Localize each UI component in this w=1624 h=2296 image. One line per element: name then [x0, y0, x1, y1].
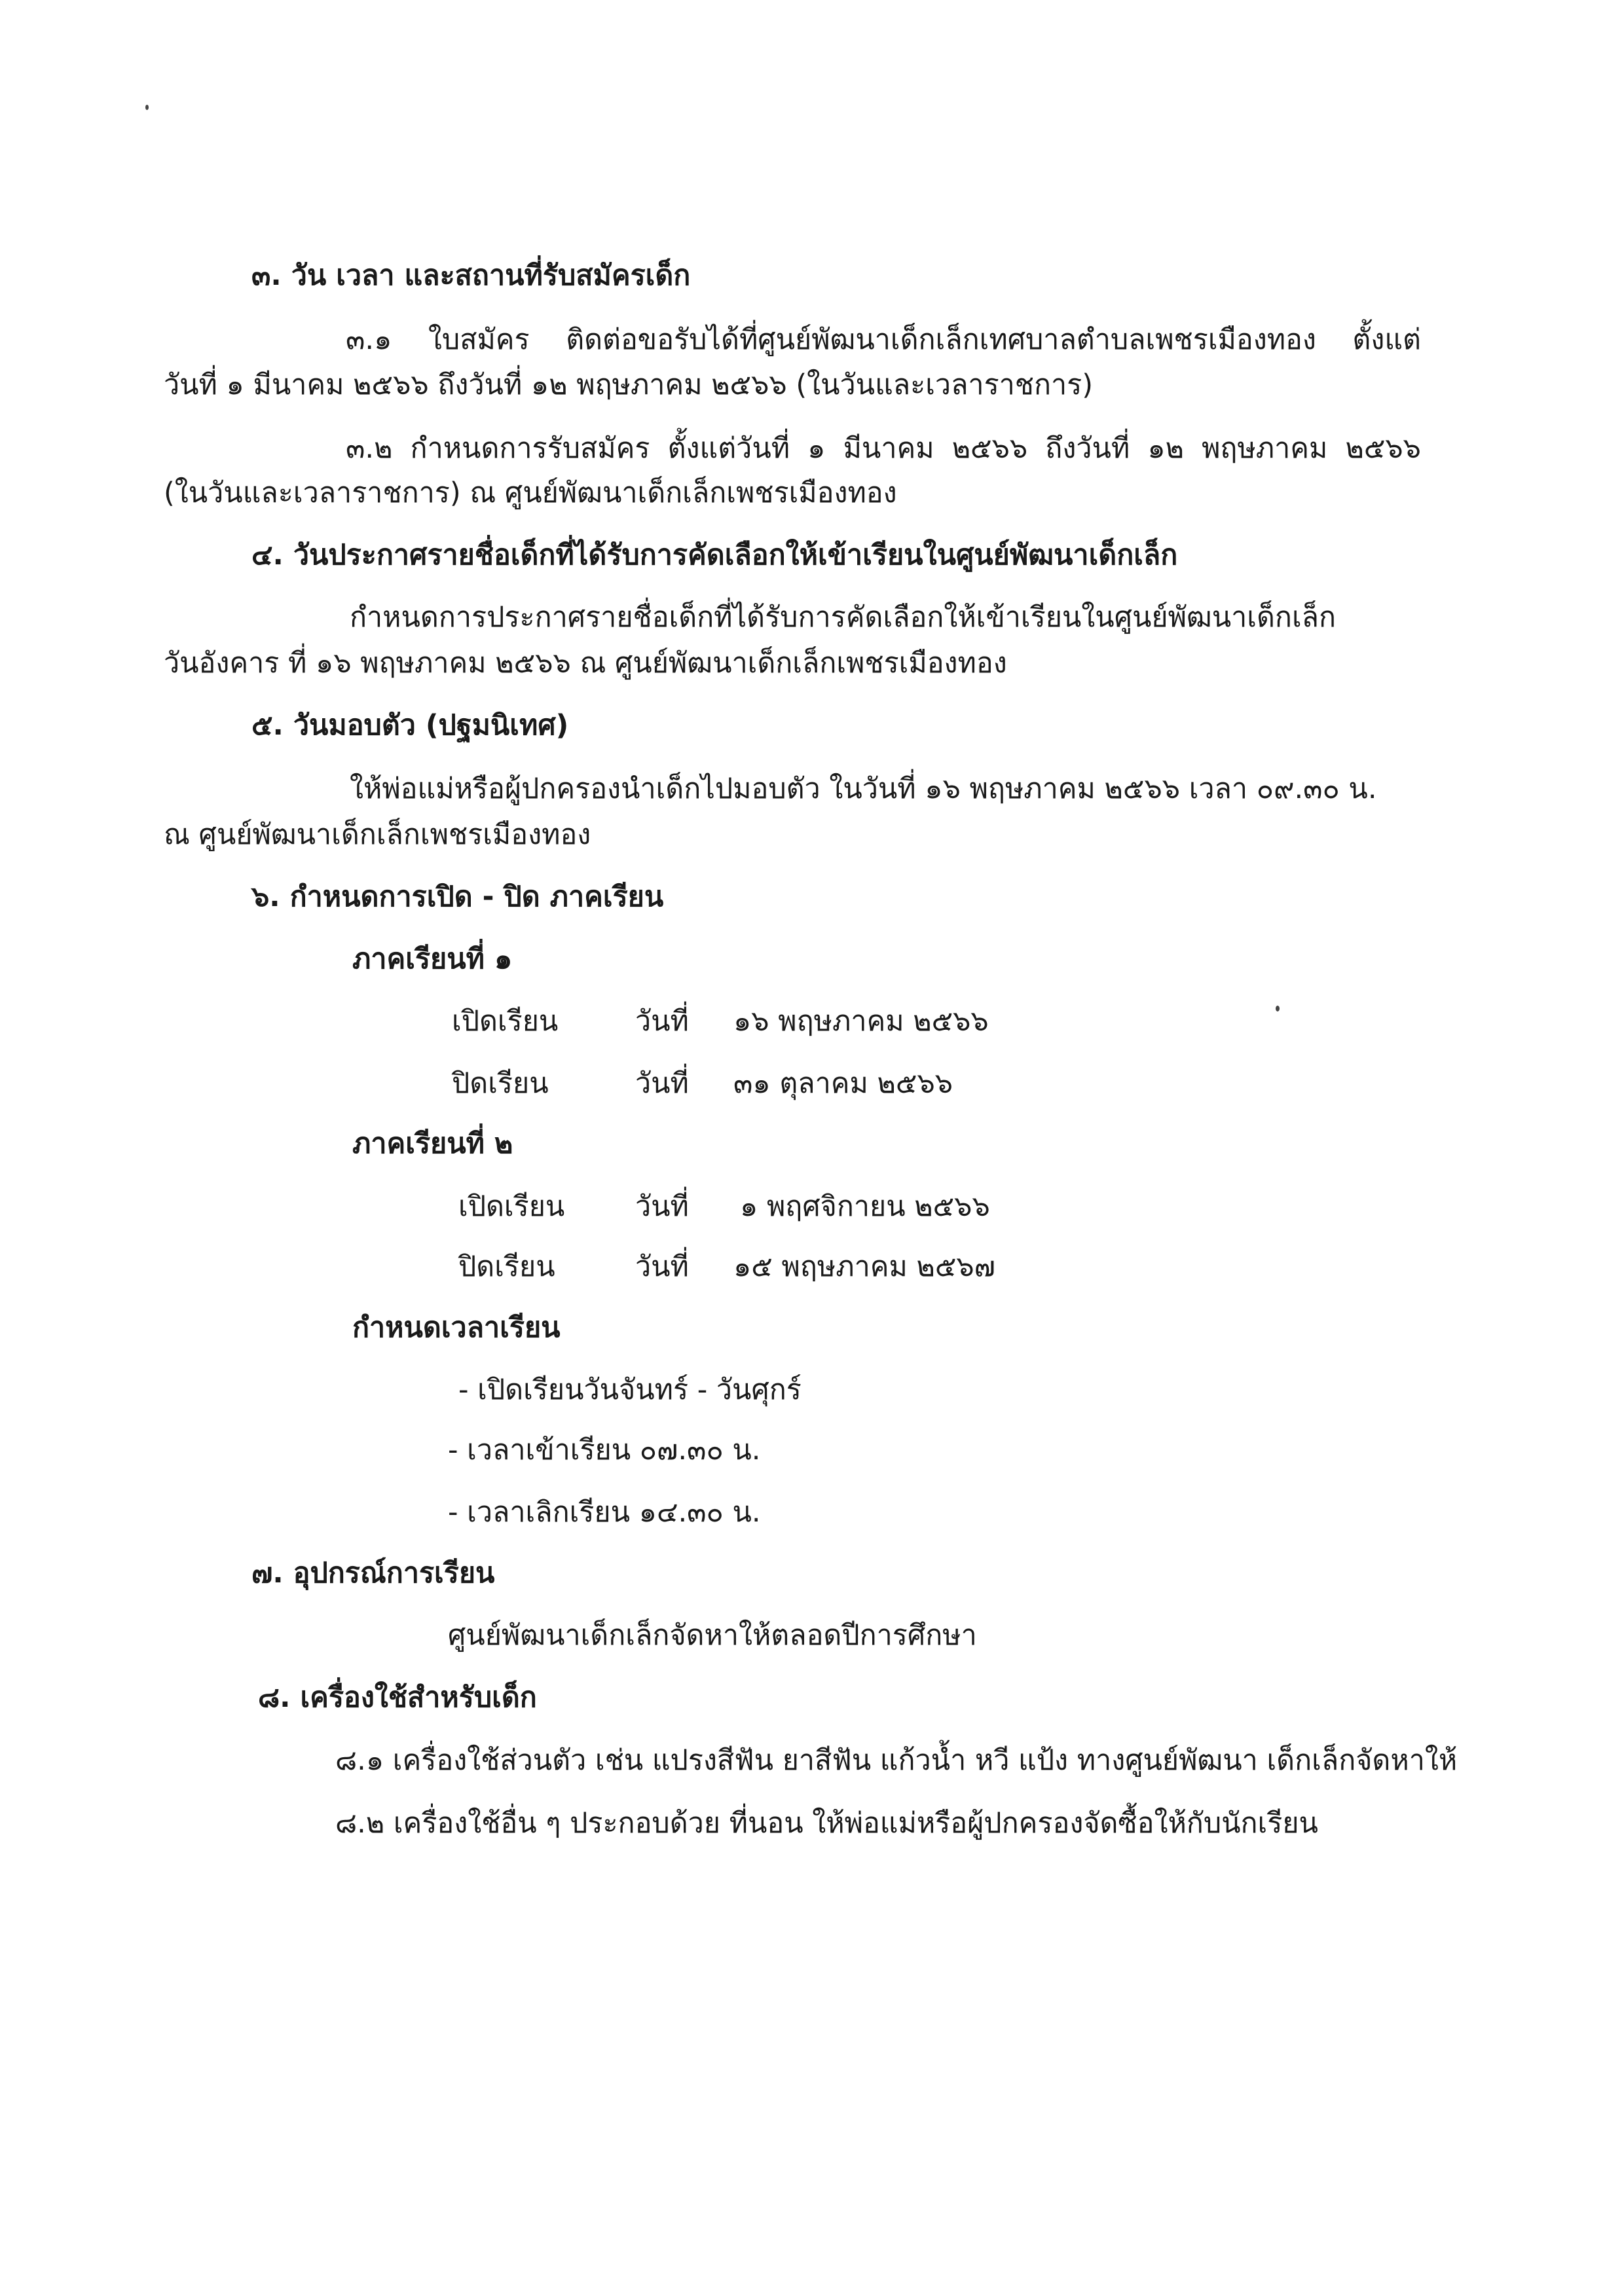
section-7-heading: ๗. อุปกรณ์การเรียน — [251, 1557, 495, 1590]
term-1-title: ภาคเรียนที่ ๑ — [352, 943, 513, 975]
scan-speck — [145, 105, 149, 110]
term-2-close-label: ปิดเรียน — [458, 1250, 555, 1283]
section-4-line-2: วันอังคาร ที่ ๑๖ พฤษภาคม ๒๕๖๖ ณ ศูนย์พัฒนาเด็กเล็กเพชรเมืองทอง — [164, 647, 1007, 680]
word: ใบสมัคร — [428, 323, 530, 356]
term-1-close-day: วันที่ — [635, 1067, 689, 1100]
section-5-line-2: ณ ศูนย์พัฒนาเด็กเล็กเพชรเมืองทอง — [164, 818, 591, 851]
section-4-heading: ๔. วันประกาศรายชื่อเด็กที่ได้รับการคัดเลือกให้เข้าเรียนในศูนย์พัฒนาเด็กเล็ก — [251, 539, 1178, 572]
term-2-title: ภาคเรียนที่ ๒ — [352, 1127, 513, 1160]
schedule-item: - เวลาเข้าเรียน ๐๗.๓๐ น. — [448, 1434, 761, 1467]
word: ตั้งแต่วันที่ — [667, 432, 790, 465]
word: ๒๕๖๖ — [1345, 432, 1421, 465]
term-2-open-date: ๑ พฤศจิกายน ๒๕๖๖ — [740, 1190, 990, 1223]
term-1-close-date: ๓๑ ตุลาคม ๒๕๖๖ — [733, 1067, 953, 1100]
schedule-item: - เวลาเลิกเรียน ๑๔.๓๐ น. — [448, 1496, 761, 1529]
section-7-line: ศูนย์พัฒนาเด็กเล็กจัดหาให้ตลอดปีการศึกษา — [448, 1619, 977, 1652]
word: ๓.๑ — [346, 323, 392, 356]
term-1-close-label: ปิดเรียน — [452, 1067, 549, 1100]
term-2-open-day: วันที่ — [635, 1190, 689, 1223]
word: ติดต่อขอรับได้ที่ศูนย์พัฒนาเด็กเล็กเทศบาลตำบลเพชรเมืองทอง — [566, 323, 1316, 356]
section-3-heading: ๓. วัน เวลา และสถานที่รับสมัครเด็ก — [251, 259, 691, 292]
term-1-open-date: ๑๖ พฤษภาคม ๒๕๖๖ — [733, 1005, 989, 1038]
schedule-title: กำหนดเวลาเรียน — [352, 1311, 561, 1344]
word: กำหนดการรับสมัคร — [410, 432, 650, 465]
word: ตั้งแต่ — [1352, 323, 1421, 356]
term-2-close-day: วันที่ — [635, 1250, 689, 1283]
term-2-open-label: เปิดเรียน — [458, 1190, 565, 1223]
word: ๓.๒ — [346, 432, 393, 465]
section-8-line-1: ๘.๑ เครื่องใช้ส่วนตัว เช่น แปรงสีฟัน ยาสีฟัน แก้วน้ำ หวี แป้ง ทางศูนย์พัฒนา เด็กเล็กจัดหาให้ — [335, 1744, 1458, 1777]
word: ๑ — [807, 432, 826, 465]
paragraph-3-1-line-1 — [346, 323, 1421, 357]
paragraph-3-2-line-2: (ในวันและเวลาราชการ) ณ ศูนย์พัฒนาเด็กเล็กเพชรเมืองทอง — [164, 477, 897, 509]
word: มีนาคม — [843, 432, 934, 465]
paragraph-3-1-line-2: วันที่ ๑ มีนาคม ๒๕๖๖ ถึงวันที่ ๑๒ พฤษภาคม ๒๕๖๖ (ในวันและเวลาราชการ) — [164, 369, 1094, 401]
section-6-heading: ๖. กำหนดการเปิด - ปิด ภาคเรียน — [251, 881, 664, 913]
word: ๑๒ — [1147, 432, 1184, 465]
word: พฤษภาคม — [1202, 432, 1328, 465]
scan-speck — [1276, 1006, 1280, 1011]
word: ถึงวันที่ — [1045, 432, 1130, 465]
section-4-line-1: กำหนดการประกาศรายชื่อเด็กที่ได้รับการคัดเลือกให้เข้าเรียนในศูนย์พัฒนาเด็กเล็ก — [350, 601, 1337, 634]
term-1-open-day: วันที่ — [635, 1005, 689, 1038]
section-8-heading: ๘. เครื่องใช้สำหรับเด็ก — [258, 1681, 537, 1714]
paragraph-3-2-line-1 — [346, 432, 1421, 466]
section-5-line-1: ให้พ่อแม่หรือผู้ปกครองนำเด็กไปมอบตัว ในวันที่ ๑๖ พฤษภาคม ๒๕๖๖ เวลา ๐๙.๓๐ น. — [350, 773, 1377, 805]
section-5-heading: ๕. วันมอบตัว (ปฐมนิเทศ) — [251, 709, 569, 742]
term-1-open-label: เปิดเรียน — [452, 1005, 559, 1038]
term-2-close-date: ๑๕ พฤษภาคม ๒๕๖๗ — [733, 1250, 996, 1283]
word: ๒๕๖๖ — [951, 432, 1028, 465]
section-8-line-2: ๘.๒ เครื่องใช้อื่น ๆ ประกอบด้วย ที่นอน ให้พ่อแม่หรือผู้ปกครองจัดซื้อให้กับนักเรียน — [335, 1807, 1318, 1840]
schedule-item: - เปิดเรียนวันจันทร์ - วันศุกร์ — [458, 1374, 802, 1406]
